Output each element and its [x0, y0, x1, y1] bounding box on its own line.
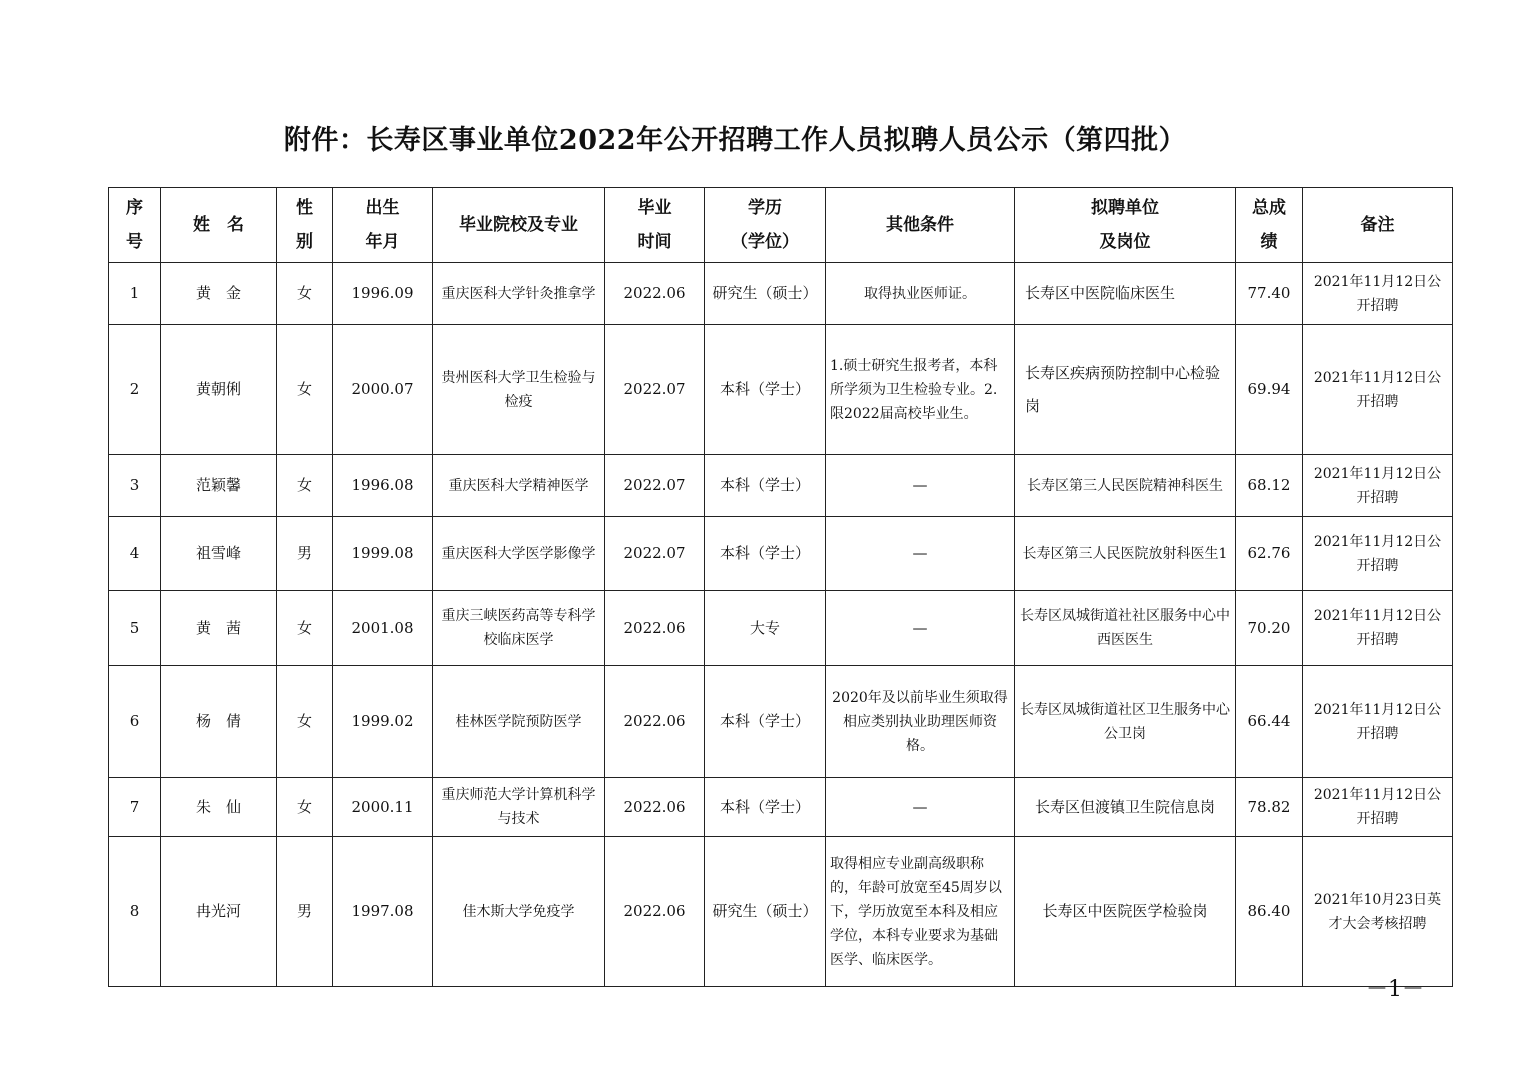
header-school: 毕业院校及专业	[433, 188, 605, 263]
cell-school: 重庆医科大学精神医学	[433, 455, 605, 517]
cell-birth: 2000.07	[333, 325, 433, 455]
header-name: 姓 名	[161, 188, 277, 263]
cell-degree: 本科（学士）	[705, 455, 826, 517]
header-remark: 备注	[1303, 188, 1453, 263]
cell-conditions: 取得执业医师证。	[826, 263, 1015, 325]
cell-remark: 2021年11月12日公开招聘	[1303, 666, 1453, 778]
cell-score: 68.12	[1236, 455, 1303, 517]
cell-seq: 1	[109, 263, 161, 325]
cell-remark: 2021年11月12日公开招聘	[1303, 517, 1453, 591]
cell-gender: 女	[277, 263, 333, 325]
cell-seq: 6	[109, 666, 161, 778]
cell-score: 70.20	[1236, 591, 1303, 666]
cell-birth: 2001.08	[333, 591, 433, 666]
cell-name: 黄朝俐	[161, 325, 277, 455]
cell-unit: 长寿区但渡镇卫生院信息岗	[1015, 778, 1236, 837]
cell-birth: 1996.09	[333, 263, 433, 325]
page-number: －1－	[1366, 977, 1424, 1002]
table-row	[109, 778, 1453, 837]
cell-birth: 1999.08	[333, 517, 433, 591]
table-row	[109, 837, 1453, 987]
cell-school: 贵州医科大学卫生检验与检疫	[433, 325, 605, 455]
cell-degree: 本科（学士）	[705, 517, 826, 591]
cell-score: 62.76	[1236, 517, 1303, 591]
cell-score: 86.40	[1236, 837, 1303, 987]
header-conditions: 其他条件	[826, 188, 1015, 263]
cell-gender: 女	[277, 591, 333, 666]
cell-grad-time: 2022.07	[605, 455, 705, 517]
cell-grad-time: 2022.06	[605, 837, 705, 987]
cell-school: 重庆医科大学医学影像学	[433, 517, 605, 591]
cell-conditions: 1.硕士研究生报考者，本科所学须为卫生检验专业。2.限2022届高校毕业生。	[826, 325, 1015, 455]
cell-score: 66.44	[1236, 666, 1303, 778]
cell-school: 重庆三峡医药高等专科学校临床医学	[433, 591, 605, 666]
cell-gender: 男	[277, 837, 333, 987]
cell-name: 冉光河	[161, 837, 277, 987]
cell-grad-time: 2022.06	[605, 591, 705, 666]
cell-degree: 研究生（硕士）	[705, 263, 826, 325]
cell-birth: 1997.08	[333, 837, 433, 987]
cell-school: 重庆师范大学计算机科学与技术	[433, 778, 605, 837]
cell-gender: 女	[277, 455, 333, 517]
cell-remark: 2021年11月12日公开招聘	[1303, 778, 1453, 837]
cell-gender: 女	[277, 666, 333, 778]
cell-unit: 长寿区中医院医学检验岗	[1015, 837, 1236, 987]
cell-seq: 5	[109, 591, 161, 666]
cell-conditions: 2020年及以前毕业生须取得相应类别执业助理医师资格。	[826, 666, 1015, 778]
cell-school: 佳木斯大学免疫学	[433, 837, 605, 987]
cell-degree: 大专	[705, 591, 826, 666]
cell-birth: 1996.08	[333, 455, 433, 517]
roster-table	[108, 187, 1453, 987]
cell-degree: 本科（学士）	[705, 778, 826, 837]
page-title: 附件：长寿区事业单位2022年公开招聘工作人员拟聘人员公示（第四批）	[283, 125, 1187, 156]
cell-conditions: —	[826, 455, 1015, 517]
cell-birth: 2000.11	[333, 778, 433, 837]
cell-unit: 长寿区凤城街道社社区服务中心中西医医生	[1015, 591, 1236, 666]
cell-degree: 本科（学士）	[705, 666, 826, 778]
header-row	[109, 188, 1453, 263]
cell-name: 黄 茜	[161, 591, 277, 666]
table-row	[109, 455, 1453, 517]
cell-score: 77.40	[1236, 263, 1303, 325]
cell-seq: 4	[109, 517, 161, 591]
cell-seq: 8	[109, 837, 161, 987]
cell-conditions: —	[826, 778, 1015, 837]
header-degree: 学历 （学位）	[705, 188, 826, 263]
cell-unit: 长寿区疾病预防控制中心检验岗	[1015, 325, 1236, 455]
cell-name: 祖雪峰	[161, 517, 277, 591]
table-row	[109, 591, 1453, 666]
cell-remark: 2021年11月12日公开招聘	[1303, 325, 1453, 455]
table-row	[109, 517, 1453, 591]
cell-name: 黄 金	[161, 263, 277, 325]
cell-remark: 2021年10月23日英才大会考核招聘	[1303, 837, 1453, 987]
cell-degree: 本科（学士）	[705, 325, 826, 455]
cell-conditions: —	[826, 517, 1015, 591]
cell-remark: 2021年11月12日公开招聘	[1303, 455, 1453, 517]
cell-gender: 女	[277, 325, 333, 455]
cell-gender: 女	[277, 778, 333, 837]
table-row	[109, 666, 1453, 778]
cell-unit: 长寿区第三人民医院精神科医生	[1015, 455, 1236, 517]
cell-name: 杨 倩	[161, 666, 277, 778]
cell-score: 78.82	[1236, 778, 1303, 837]
cell-score: 69.94	[1236, 325, 1303, 455]
cell-degree: 研究生（硕士）	[705, 837, 826, 987]
cell-unit: 长寿区凤城街道社区卫生服务中心公卫岗	[1015, 666, 1236, 778]
cell-seq: 7	[109, 778, 161, 837]
cell-remark: 2021年11月12日公开招聘	[1303, 591, 1453, 666]
cell-seq: 3	[109, 455, 161, 517]
cell-grad-time: 2022.07	[605, 325, 705, 455]
cell-unit: 长寿区第三人民医院放射科医生1	[1015, 517, 1236, 591]
cell-name: 朱 仙	[161, 778, 277, 837]
cell-grad-time: 2022.06	[605, 263, 705, 325]
header-seq: 序 号	[109, 188, 161, 263]
header-score: 总成 绩	[1236, 188, 1303, 263]
cell-grad-time: 2022.06	[605, 778, 705, 837]
cell-unit: 长寿区中医院临床医生	[1015, 263, 1236, 325]
cell-gender: 男	[277, 517, 333, 591]
cell-conditions: 取得相应专业副高级职称的，年龄可放宽至45周岁以下，学历放宽至本科及相应学位，本科专业要求为基础医学、临床医学。	[826, 837, 1015, 987]
table-row	[109, 325, 1453, 455]
table-row	[109, 263, 1453, 325]
cell-birth: 1999.02	[333, 666, 433, 778]
header-grad-time: 毕业 时间	[605, 188, 705, 263]
header-gender: 性 别	[277, 188, 333, 263]
cell-grad-time: 2022.07	[605, 517, 705, 591]
cell-seq: 2	[109, 325, 161, 455]
header-birth: 出生 年月	[333, 188, 433, 263]
header-unit: 拟聘单位 及岗位	[1015, 188, 1236, 263]
cell-name: 范颖馨	[161, 455, 277, 517]
cell-school: 重庆医科大学针灸推拿学	[433, 263, 605, 325]
cell-remark: 2021年11月12日公开招聘	[1303, 263, 1453, 325]
cell-grad-time: 2022.06	[605, 666, 705, 778]
cell-school: 桂林医学院预防医学	[433, 666, 605, 778]
cell-conditions: —	[826, 591, 1015, 666]
